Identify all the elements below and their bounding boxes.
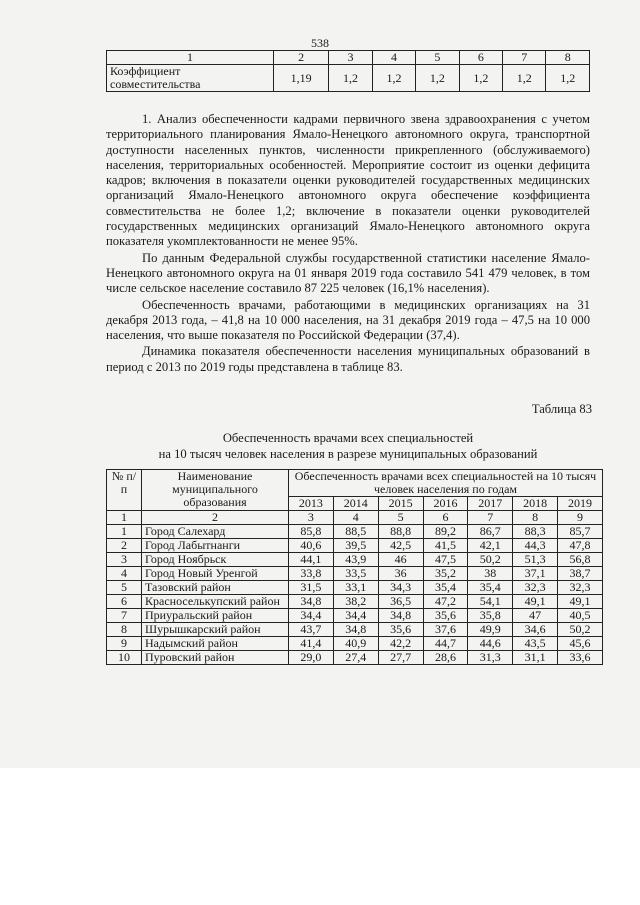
row-number: 7 — [107, 609, 142, 623]
table-cell: 35,4 — [423, 581, 468, 595]
table-cell: 6 — [423, 511, 468, 525]
column-header-number: № п/п — [107, 470, 142, 511]
table-cell: 44,1 — [289, 553, 334, 567]
row-number: 8 — [107, 623, 142, 637]
paragraph: 1. Анализ обеспеченности кадрами первичного звена здравоохранения с учетом территориального планирования Ямало-Ненецкого автономного округа, транспортной доступности населенных пунктов, численности прикрепленного (обслуживаемого) населения, территориальных особенностей. Мероприятие состоит из оценки дефицита кадров; включения в показатели оценки руководителей государственных медицинских организаций Ямало-Ненецкого автономного округа обеспечение коэффициента совместительства не более 1,2; включение в показатели оценки руководителей государственных медицинских организаций Ямало-Ненецкого автономного округа показателя укомплектованности не менее 95%. — [106, 112, 590, 249]
page-number: 538 — [311, 36, 329, 50]
table-cell: 85,7 — [558, 525, 603, 539]
table-cell: 42,2 — [378, 637, 423, 651]
table-row — [107, 609, 603, 623]
year-header: 2018 — [513, 497, 558, 511]
table-cell: 54,1 — [468, 595, 513, 609]
table-cell: 50,2 — [558, 623, 603, 637]
table-row — [107, 651, 603, 665]
municipality-name: Красноселькупский район — [142, 595, 289, 609]
table-cell: 86,7 — [468, 525, 513, 539]
table-cell: 35,4 — [468, 581, 513, 595]
table-cell: 35,2 — [423, 567, 468, 581]
municipality-name: Пуровский район — [142, 651, 289, 665]
table-header-row — [107, 470, 603, 497]
table-cell: 43,9 — [333, 553, 378, 567]
table-cell: 2 — [274, 51, 329, 65]
table-cell: 2 — [142, 511, 289, 525]
table-cell: 1,2 — [329, 65, 372, 92]
table-cell: 31,1 — [513, 651, 558, 665]
paragraph: Обеспеченность врачами, работающими в медицинских организациях на 31 декабря 2013 года, – 41,8 на 10 000 населения, на 31 декабря 2019 года – 47,5 на 10 000 населения, что выше показателя по Российской Федерации (37,4). — [106, 297, 590, 343]
year-header: 2017 — [468, 497, 513, 511]
table-row — [107, 553, 603, 567]
table-cell: 1 — [107, 511, 142, 525]
table-cell: 44,6 — [468, 637, 513, 651]
table-cell: 28,6 — [423, 651, 468, 665]
row-number: 6 — [107, 595, 142, 609]
row-number: 9 — [107, 637, 142, 651]
table-row — [107, 581, 603, 595]
table-cell: 41,4 — [289, 637, 334, 651]
table-cell: 42,5 — [378, 539, 423, 553]
table-cell: 46 — [378, 553, 423, 567]
table-cell: 36,5 — [378, 595, 423, 609]
table-cell: 43,5 — [513, 637, 558, 651]
municipality-name: Тазовский район — [142, 581, 289, 595]
table-cell: 47,2 — [423, 595, 468, 609]
table-cell: 33,8 — [289, 567, 334, 581]
table-title-line: на 10 тысяч человек населения в разрезе муниципальных образований — [158, 447, 538, 461]
row-number: 10 — [107, 651, 142, 665]
table-row — [107, 623, 603, 637]
table-cell: 34,4 — [333, 609, 378, 623]
table-cell: 4 — [333, 511, 378, 525]
municipality-name: Приуральский район — [142, 609, 289, 623]
table-cell: 35,6 — [378, 623, 423, 637]
coefficient-table — [106, 50, 590, 92]
table-cell: 1 — [107, 51, 274, 65]
table-title-line: Обеспеченность врачами всех специальностей — [222, 431, 474, 445]
year-header: 2015 — [378, 497, 423, 511]
table-cell: 38,7 — [558, 567, 603, 581]
table-row — [107, 567, 603, 581]
table-cell: 27,4 — [333, 651, 378, 665]
table-cell: 35,6 — [423, 609, 468, 623]
coefficient-label: Коэффициент совместительства — [107, 65, 274, 92]
municipality-name: Надымский район — [142, 637, 289, 651]
table-cell: 49,1 — [513, 595, 558, 609]
table-row — [107, 595, 603, 609]
table-cell: 51,3 — [513, 553, 558, 567]
table-cell: 43,7 — [289, 623, 334, 637]
row-number: 3 — [107, 553, 142, 567]
table-cell: 32,3 — [558, 581, 603, 595]
table-cell: 1,2 — [459, 65, 502, 92]
table-cell: 34,3 — [378, 581, 423, 595]
year-header: 2016 — [423, 497, 468, 511]
table-cell: 50,2 — [468, 553, 513, 567]
table-cell: 33,6 — [558, 651, 603, 665]
table-cell: 47 — [513, 609, 558, 623]
table-cell: 88,5 — [333, 525, 378, 539]
table-cell: 9 — [558, 511, 603, 525]
table-cell: 6 — [459, 51, 502, 65]
table-cell: 56,8 — [558, 553, 603, 567]
table-cell: 40,5 — [558, 609, 603, 623]
table-cell: 1,19 — [274, 65, 329, 92]
doctors-table — [106, 469, 603, 665]
table-cell: 8 — [513, 511, 558, 525]
table-cell: 44,3 — [513, 539, 558, 553]
paragraph: По данным Федеральной службы государственной статистики население Ямало-Ненецкого автономного округа на 01 января 2019 года составило 541 479 человек, в том числе сельское население составило 87 225 человек (16,1% населения). — [106, 250, 590, 296]
table-cell: 31,3 — [468, 651, 513, 665]
table-cell: 8 — [546, 51, 590, 65]
table-header-row — [107, 51, 590, 65]
table-cell: 41,5 — [423, 539, 468, 553]
row-number: 1 — [107, 525, 142, 539]
row-number: 4 — [107, 567, 142, 581]
municipality-name: Город Новый Уренгой — [142, 567, 289, 581]
table-cell: 3 — [329, 51, 372, 65]
table-cell: 5 — [416, 51, 459, 65]
table-cell: 1,2 — [416, 65, 459, 92]
table-cell: 33,5 — [333, 567, 378, 581]
table-cell: 40,9 — [333, 637, 378, 651]
municipality-name: Город Ноябрьск — [142, 553, 289, 567]
table-index-row — [107, 511, 603, 525]
table-cell: 38 — [468, 567, 513, 581]
column-header-name: Наименование муниципального образования — [142, 470, 289, 511]
municipality-name: Город Салехард — [142, 525, 289, 539]
table-cell: 38,2 — [333, 595, 378, 609]
row-number: 2 — [107, 539, 142, 553]
table-cell: 33,1 — [333, 581, 378, 595]
table-cell: 88,3 — [513, 525, 558, 539]
table-cell: 1,2 — [503, 65, 546, 92]
table-label: Таблица 83 — [531, 402, 592, 416]
body-text — [106, 112, 590, 376]
year-header: 2019 — [558, 497, 603, 511]
table-cell: 45,6 — [558, 637, 603, 651]
table-row — [107, 65, 590, 92]
table-cell: 35,8 — [468, 609, 513, 623]
table-cell: 1,2 — [546, 65, 590, 92]
table-cell: 34,8 — [378, 609, 423, 623]
table-cell: 34,6 — [513, 623, 558, 637]
municipality-name: Город Лабытнанги — [142, 539, 289, 553]
table-cell: 49,9 — [468, 623, 513, 637]
table-cell: 5 — [378, 511, 423, 525]
table-cell: 47,8 — [558, 539, 603, 553]
table-cell: 34,8 — [289, 595, 334, 609]
table-cell: 88,8 — [378, 525, 423, 539]
row-number: 5 — [107, 581, 142, 595]
table-cell: 39,5 — [333, 539, 378, 553]
paragraph: Динамика показателя обеспеченности населения муниципальных образований в период с 2013 по 2019 годы представлена в таблице 83. — [106, 344, 590, 374]
table-cell: 1,2 — [372, 65, 415, 92]
table-cell: 27,7 — [378, 651, 423, 665]
table-cell: 36 — [378, 567, 423, 581]
table-cell: 37,1 — [513, 567, 558, 581]
table-cell: 7 — [468, 511, 513, 525]
table-row — [107, 637, 603, 651]
table-cell: 32,3 — [513, 581, 558, 595]
table-cell: 40,6 — [289, 539, 334, 553]
year-header: 2013 — [289, 497, 334, 511]
year-header: 2014 — [333, 497, 378, 511]
table-cell: 37,6 — [423, 623, 468, 637]
table-cell: 44,7 — [423, 637, 468, 651]
table-cell: 42,1 — [468, 539, 513, 553]
table-cell: 34,8 — [333, 623, 378, 637]
table-cell: 29,0 — [289, 651, 334, 665]
table-cell: 31,5 — [289, 581, 334, 595]
municipality-name: Шурышкарский район — [142, 623, 289, 637]
table-cell: 49,1 — [558, 595, 603, 609]
column-header-group: Обеспеченность врачами всех специальностей на 10 тысяч человек населения по годам — [289, 470, 603, 497]
table-row — [107, 539, 603, 553]
table-cell: 7 — [503, 51, 546, 65]
table-cell: 4 — [372, 51, 415, 65]
table-cell: 47,5 — [423, 553, 468, 567]
table-cell: 89,2 — [423, 525, 468, 539]
table-row — [107, 525, 603, 539]
table-cell: 34,4 — [289, 609, 334, 623]
table-cell: 85,8 — [289, 525, 334, 539]
table-cell: 3 — [289, 511, 334, 525]
table-title — [106, 430, 590, 462]
